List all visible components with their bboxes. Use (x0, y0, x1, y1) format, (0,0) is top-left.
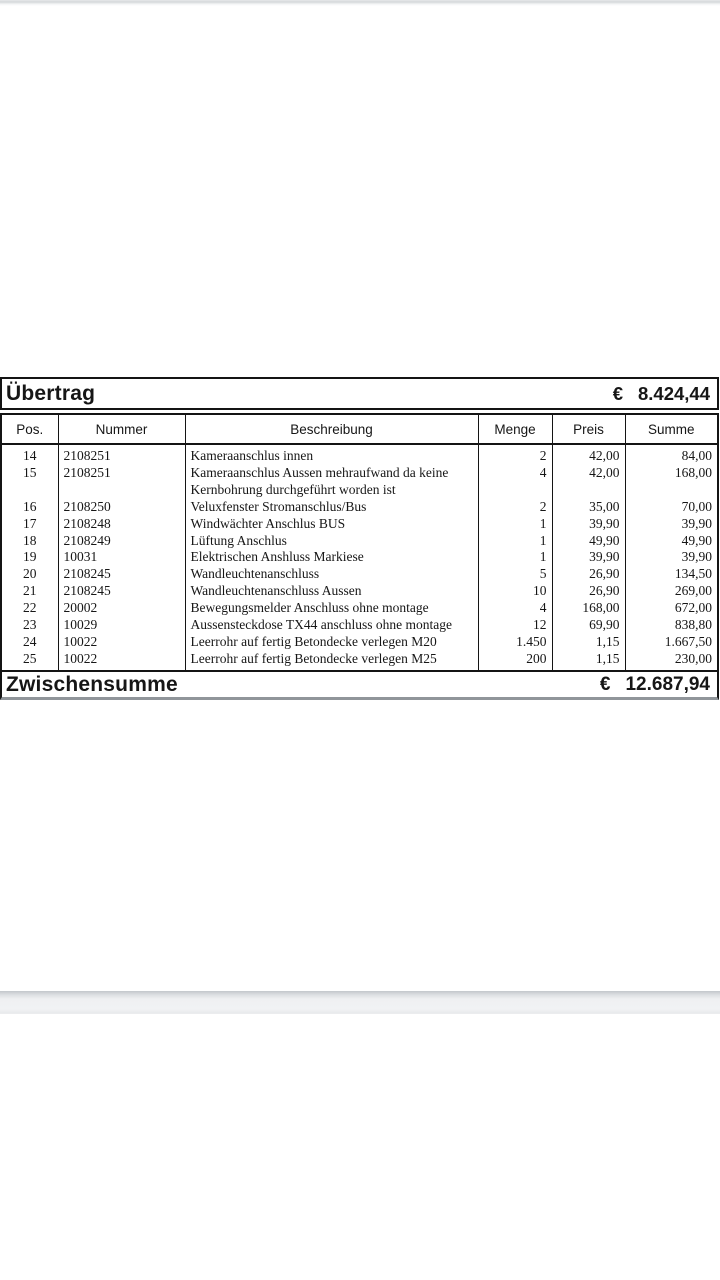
zwischensumme-bar (0, 670, 719, 700)
column-header-preis: Preis (552, 414, 625, 444)
top-toolbar-shadow (0, 0, 720, 6)
table-row: 18 2108249 Lüftung Anschlus 1 49,90 49,90 (1, 533, 718, 550)
table-row: 14 2108251 Kameraanschlus innen 2 42,00 84,00 (1, 444, 718, 465)
column-header-pos: Pos. (1, 414, 58, 444)
zwischensumme-amount (600, 674, 710, 696)
uebertrag-value: 8.424,44 (637, 382, 710, 404)
table-row: 19 10031 Elektrischen Anshluss Markiese 1 39,90 39,90 (1, 549, 718, 566)
items-table (0, 413, 719, 674)
table-row: 21 2108245 Wandleuchtenanschluss Aussen 10 26,90 269,00 (1, 583, 718, 600)
table-row: 23 10029 Aussensteckdose TX44 anschluss ohne montage 12 69,90 838,80 (1, 617, 718, 634)
uebertrag-bar (0, 377, 719, 410)
column-header-summe: Summe (625, 414, 718, 444)
table-row: 15 2108251 Kameraanschlus Aussen mehraufwand da keine Kernbohrung durchgeführt worden ist 4 42,00 168,00 (1, 465, 718, 499)
table-row: 25 10022 Leerrohr auf fertig Betondecke verlegen M25 200 1,15 230,00 (1, 651, 718, 673)
table-row: 24 10022 Leerrohr auf fertig Betondecke verlegen M20 1.450 1,15 1.667,50 (1, 634, 718, 651)
zwischensumme-label: Zwischensumme (6, 672, 178, 696)
euro-currency-symbol: € (612, 382, 623, 404)
uebertrag-label: Übertrag (6, 381, 96, 405)
table-header-row (1, 414, 718, 444)
column-header-menge: Menge (478, 414, 552, 444)
table-row: 16 2108250 Veluxfenster Stromanschlus/Bus 2 35,00 70,00 (1, 499, 718, 516)
items-table-container (0, 413, 719, 674)
column-header-beschreibung: Beschreibung (185, 414, 478, 444)
page-break-separator (0, 991, 720, 1014)
table-row: 22 20002 Bewegungsmelder Anschluss ohne montage 4 168,00 672,00 (1, 600, 718, 617)
column-header-nummer: Nummer (58, 414, 185, 444)
table-row: 20 2108245 Wandleuchtenanschluss 5 26,90 134,50 (1, 566, 718, 583)
table-row: 17 2108248 Windwächter Anschlus BUS 1 39,90 39,90 (1, 516, 718, 533)
zwischensumme-value: 12.687,94 (625, 673, 710, 695)
uebertrag-amount (613, 383, 710, 405)
euro-currency-symbol: € (599, 673, 611, 695)
table-body (1, 444, 718, 673)
